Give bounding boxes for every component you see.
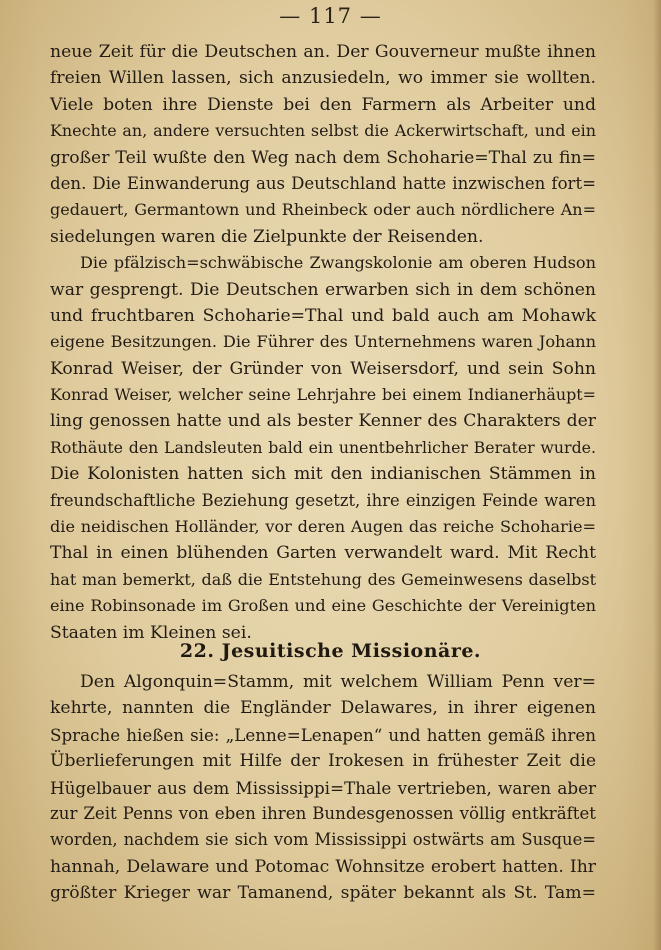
text-line: Die pfälzisch=schwäbische Zwangskolonie am oberen Hudson (80, 253, 596, 273)
text-line: hat man bemerkt, daß die Entstehung des Gemeinwesens daselbst (50, 569, 596, 589)
text-line: und fruchtbaren Schoharie=Thal und bald auch am Mohawk (50, 305, 596, 326)
text-line: Sprache hießen sie: „Lenne=Lenapen“ und hatten gemäß ihren (50, 724, 596, 745)
text-line: den. Die Einwanderung aus Deutschland hatte inzwischen fort= (50, 173, 596, 193)
text-line: zur Zeit Penns von eben ihren Bundesgenossen völlig entkräftet (50, 803, 596, 823)
text-line: großer Teil wußte den Weg nach dem Schoharie=Thal zu fin= (50, 147, 596, 168)
text-line: Rothäute den Landsleuten bald ein unentbehrlicher Berater wurde. (50, 437, 596, 457)
text-line: größter Krieger war Tamanend, später bekannt als St. Tam= (50, 883, 596, 904)
text-line: eine Robinsonade im Großen und eine Geschichte der Vereinigten (50, 596, 596, 616)
text-line: worden, nachdem sie sich vom Mississippi ostwärts am Susque= (50, 830, 596, 850)
text-line: eigene Besitzungen. Die Führer des Unternehmens waren Johann (50, 332, 596, 352)
text-line: Konrad Weiser, der Gründer von Weisersdorf, und sein Sohn (50, 358, 596, 379)
text-line: war gesprengt. Die Deutschen erwarben sich in dem schönen (50, 279, 596, 300)
text-line: siedelungen waren die Zielpunkte der Reisenden. (50, 226, 484, 247)
text-line: freien Willen lassen, sich anzusiedeln, wo immer sie wollten. (50, 68, 596, 89)
section-heading: 22. Jesuitische Missionäre. (179, 640, 482, 662)
text-line: Hügelbauer aus dem Mississippi=Thale vertrieben, waren aber (50, 777, 596, 798)
text-line: neue Zeit für die Deutschen an. Der Gouverneur mußte ihnen (50, 42, 596, 62)
text-line: ling genossen hatte und als bester Kenner des Charakters der (50, 411, 596, 432)
text-line: Konrad Weiser, welcher seine Lehrjahre bei einem Indianerhäupt= (50, 385, 596, 405)
body-text-upper (50, 42, 596, 649)
text-line: Überlieferungen mit Hilfe der Irokesen in frühester Zeit die (50, 751, 596, 772)
text-line: Staaten im Kleinen sei. (50, 622, 252, 643)
body-text-lower (50, 672, 596, 910)
text-line: Knechte an, andere versuchten selbst die Ackerwirtschaft, und ein (50, 121, 596, 141)
text-line: die neidischen Holländer, vor deren Augen das reiche Schoharie= (50, 517, 596, 537)
text-line: hannah, Delaware und Potomac Wohnsitze erobert hatten. Ihr (50, 856, 596, 877)
text-line: kehrte, nannten die Engländer Delawares, in ihrer eigenen (50, 698, 596, 719)
text-line: Viele boten ihre Dienste bei den Farmern als Arbeiter und (50, 94, 596, 115)
text-line: Thal in einen blühenden Garten verwandelt ward. Mit Recht (50, 543, 596, 564)
text-line: Die Kolonisten hatten sich mit den indianischen Stämmen in (50, 464, 596, 485)
text-line: gedauert, Germantown und Rheinbeck oder auch nördlichere An= (50, 200, 596, 220)
page-number: — 117 — (279, 4, 382, 28)
text-line: freundschaftliche Beziehung gesetzt, ihre einzigen Feinde waren (50, 490, 596, 510)
text-line: Den Algonquin=Stamm, mit welchem William Penn ver= (80, 672, 596, 692)
